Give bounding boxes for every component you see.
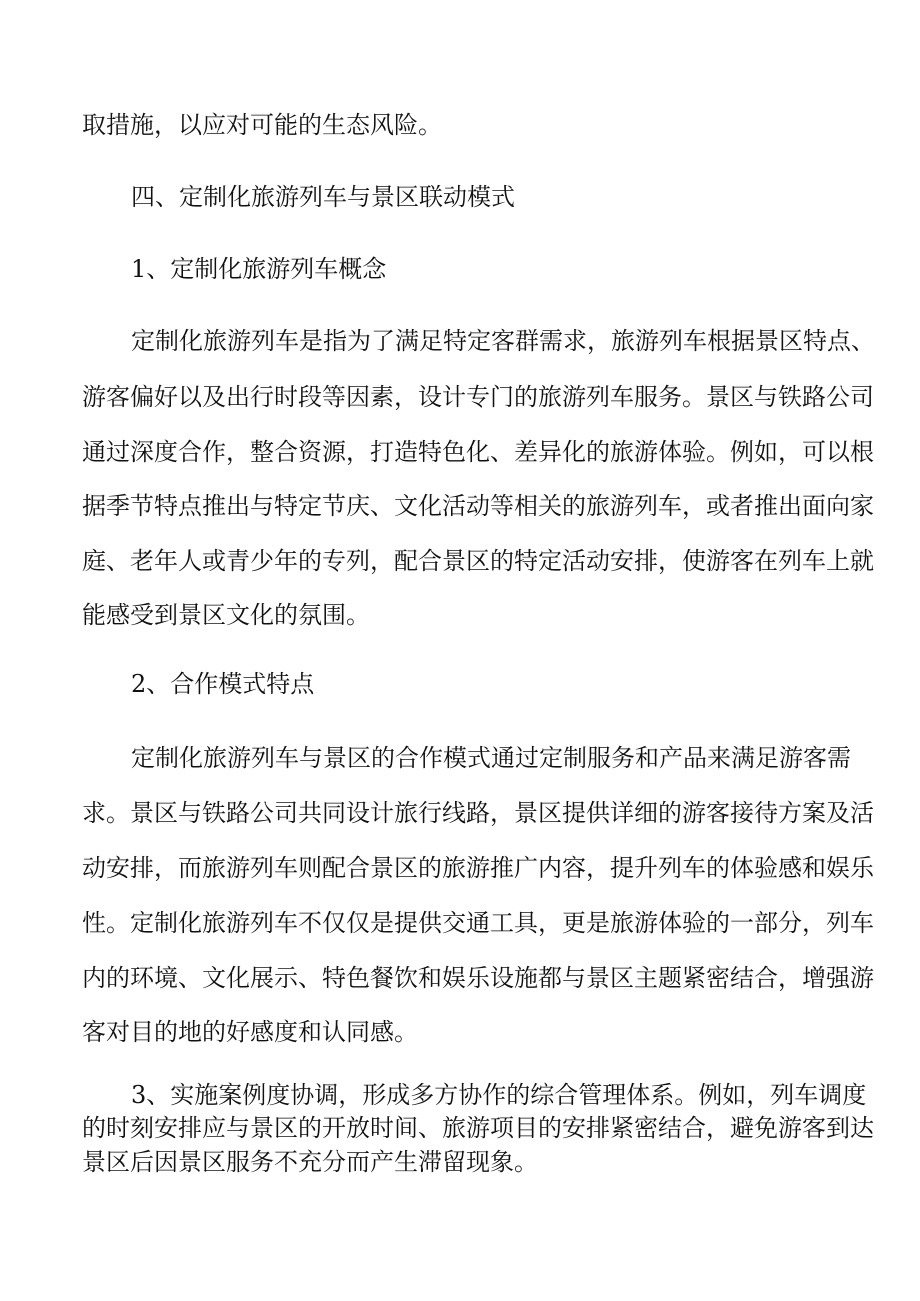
paragraph-line: 游客偏好以及出行时段等因素，设计专门的旅游列车服务。景区与铁路公司	[82, 383, 874, 411]
subsection-heading-2: 2、合作模式特点	[131, 670, 315, 698]
paragraph-line: 客对目的地的好感度和认同感。	[82, 1018, 418, 1046]
paragraph-line: 3、实施案例度协调，形成多方协作的综合管理体系。例如，列车调度	[131, 1081, 867, 1109]
paragraph-line: 通过深度合作，整合资源，打造特色化、差异化的旅游体验。例如，可以根	[82, 438, 874, 466]
paragraph-line: 取措施，以应对可能的生态风险。	[82, 111, 442, 139]
paragraph-line: 的时刻安排应与景区的开放时间、旅游项目的安排紧密结合，避免游客到达	[82, 1114, 874, 1142]
paragraph-line: 求。景区与铁路公司共同设计旅行线路，景区提供详细的游客接待方案及活	[82, 799, 874, 827]
subsection-heading-1: 1、定制化旅游列车概念	[131, 255, 387, 283]
paragraph-line: 能感受到景区文化的氛围。	[82, 601, 370, 629]
paragraph-line: 动安排，而旅游列车则配合景区的旅游推广内容，提升列车的体验感和娱乐	[82, 854, 874, 882]
paragraph-line: 定制化旅游列车是指为了满足特定客群需求，旅游列车根据景区特点、	[131, 327, 875, 355]
paragraph-line: 定制化旅游列车与景区的合作模式通过定制服务和产品来满足游客需	[131, 744, 851, 772]
paragraph-line: 内的环境、文化展示、特色餐饮和娱乐设施都与景区主题紧密结合，增强游	[82, 964, 874, 992]
paragraph-line: 庭、老年人或青少年的专列，配合景区的特定活动安排，使游客在列车上就	[82, 547, 874, 575]
paragraph-line: 性。定制化旅游列车不仅仅是提供交通工具，更是旅游体验的一部分，列车	[82, 909, 874, 937]
paragraph-line: 据季节特点推出与特定节庆、文化活动等相关的旅游列车，或者推出面向家	[82, 492, 874, 520]
section-heading: 四、定制化旅游列车与景区联动模式	[131, 183, 515, 211]
paragraph-line: 景区后因景区服务不充分而产生滞留现象。	[82, 1148, 538, 1176]
